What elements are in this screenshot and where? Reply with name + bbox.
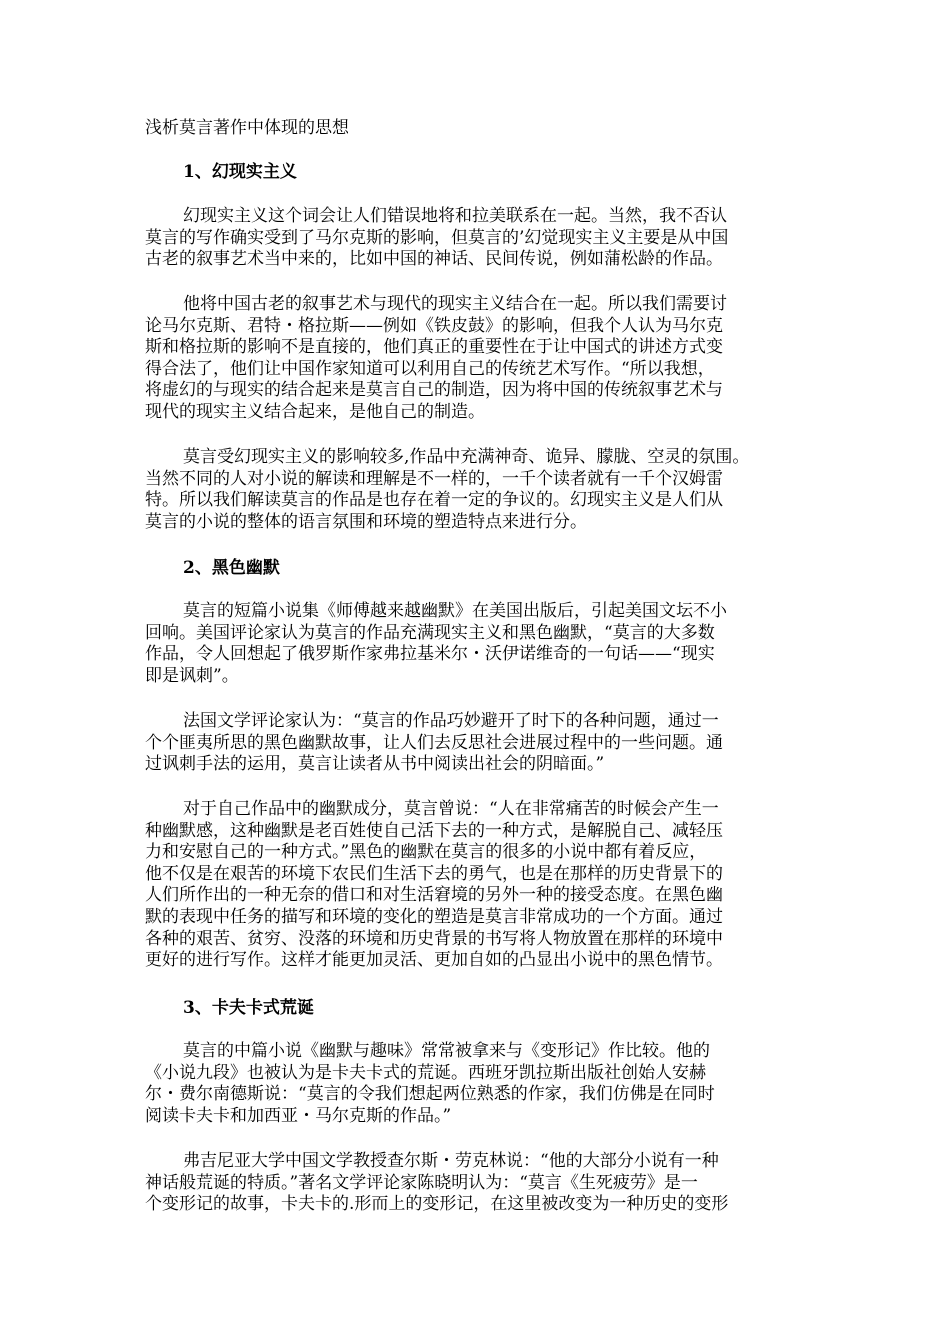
paragraph-line: 力和安慰自己的一种方式。”黑色的幽默在莫言的很多的小说中都有着反应， [145, 842, 707, 863]
paragraph-line: 《小说九段》也被认为是卡夫卡式的荒诞。西班牙凯拉斯出版社创始人安赫 [145, 1062, 706, 1083]
paragraph-line: 阅读卡夫卡和加西亚・马尔克斯的作品。” [145, 1105, 452, 1126]
paragraph-line: 论马尔克斯、君特・格拉斯——例如《铁皮鼓》的影响，但我个人认为马尔克 [145, 315, 723, 336]
paragraph-line: 莫言的中篇小说《幽默与趣味》常常被拿来与《变形记》作比较。他的 [183, 1041, 710, 1061]
paragraph-line: 作品，令人回想起了俄罗斯作家弗拉基米尔・沃伊诺维奇的一句话——“现实 [145, 644, 715, 665]
paragraph-line: 各种的艰苦、贫穷、没落的环境和历史背景的书写将人物放置在那样的环境中 [145, 928, 723, 949]
paragraph-line: 即是讽刺”。 [145, 665, 239, 686]
paragraph-line: 得合法了，他们让中国作家知道可以利用自己的传统艺术写作。“所以我想， [145, 358, 715, 379]
document-title: 浅析莫言著作中体现的思想 [145, 118, 349, 138]
paragraph-line: 莫言的写作确实受到了马尔克斯的影响，但莫言的’幻觉现实主义主要是从中国 [145, 227, 729, 248]
paragraph-line: 尔・费尔南德斯说：“莫言的令我们想起两位熟悉的作家，我们仿佛是在同时 [145, 1084, 715, 1105]
paragraph-line: 个变形记的故事，卡夫卡的.形而上的变形记，在这里被改变为一种历史的变形 [145, 1194, 729, 1215]
section-1-paragraph-2 [145, 294, 825, 424]
paragraph-line: 个个匪夷所思的黑色幽默故事，让人们去反思社会进展过程中的一些问题。通 [145, 732, 723, 753]
paragraph-line: 过讽刺手法的运用，莫言让读者从书中阅读出社会的阴暗面。” [145, 754, 605, 775]
paragraph-line: 特。所以我们解读莫言的作品是也存在着一定的争议的。幻现实主义是人们从 [145, 490, 723, 511]
paragraph-line: 幻现实主义这个词会让人们错误地将和拉美联系在一起。当然，我不否认 [183, 206, 727, 226]
paragraph-line: 现代的现实主义结合起来，是他自己的制造。 [145, 401, 485, 422]
paragraph-line: 莫言受幻现实主义的影响较多,作品中充满神奇、诡异、朦胧、空灵的氛围。 [183, 447, 750, 467]
paragraph-line: 回响。美国评论家认为莫言的作品充满现实主义和黑色幽默，“莫言的大多数 [145, 622, 715, 643]
section-1-paragraph-1 [145, 206, 825, 271]
paragraph-line: 人们所作出的一种无奈的借口和对生活窘境的另外一种的接受态度。在黑色幽 [145, 885, 723, 906]
section-2-paragraph-2 [145, 711, 825, 776]
paragraph-line: 他将中国古老的叙事艺术与现代的现实主义结合在一起。所以我们需要讨 [183, 294, 727, 314]
paragraph-line: 默的表现中任务的描写和环境的变化的塑造是莫言非常成功的一个方面。通过 [145, 906, 723, 927]
section-heading-2: 2、黑色幽默 [183, 558, 280, 578]
paragraph-line: 莫言的短篇小说集《师傅越来越幽默》在美国出版后，引起美国文坛不小 [183, 601, 727, 621]
paragraph-line: 古老的叙事艺术当中来的，比如中国的神话、民间传说，例如蒲松龄的作品。 [145, 249, 723, 270]
paragraph-line: 他不仅是在艰苦的环境下农民们生活下去的勇气，也是在那样的历史背景下的 [145, 863, 723, 884]
paragraph-line: 神话般荒诞的特质。”著名文学评论家陈晓明认为：“莫言《生死疲劳》是一 [145, 1172, 698, 1193]
paragraph-line: 对于自己作品中的幽默成分，莫言曾说：“人在非常痛苦的时候会产生一 [183, 799, 719, 819]
paragraph-line: 种幽默感，这种幽默是老百姓使自己活下去的一种方式，是解脱自己、减轻压 [145, 820, 723, 841]
section-1-paragraph-3 [145, 447, 825, 533]
paragraph-line: 弗吉尼亚大学中国文学教授查尔斯・劳克林说：“他的大部分小说有一种 [183, 1151, 719, 1171]
paragraph-line: 将虚幻的与现实的结合起来是莫言自己的制造，因为将中国的传统叙事艺术与 [145, 380, 723, 401]
section-3-paragraph-1 [145, 1041, 825, 1127]
paragraph-line: 更好的进行写作。这样才能更加灵活、更加自如的凸显出小说中的黑色情节。 [145, 950, 723, 971]
paragraph-line: 莫言的小说的整体的语言氛围和环境的塑造特点来进行分。 [145, 511, 587, 532]
paragraph-line: 当然不同的人对小说的解读和理解是不一样的，一千个读者就有一千个汉姆雷 [145, 468, 723, 489]
paragraph-line: 法国文学评论家认为：“莫言的作品巧妙避开了时下的各种问题，通过一 [183, 711, 719, 731]
section-2-paragraph-3 [145, 799, 825, 972]
section-2-paragraph-1 [145, 601, 825, 687]
section-heading-3: 3、卡夫卡式荒诞 [183, 998, 314, 1018]
paragraph-line: 斯和格拉斯的影响不是直接的，他们真正的重要性在于让中国式的讲述方式变 [145, 337, 723, 358]
section-3-paragraph-2 [145, 1151, 825, 1216]
section-heading-1: 1、幻现实主义 [183, 162, 297, 182]
